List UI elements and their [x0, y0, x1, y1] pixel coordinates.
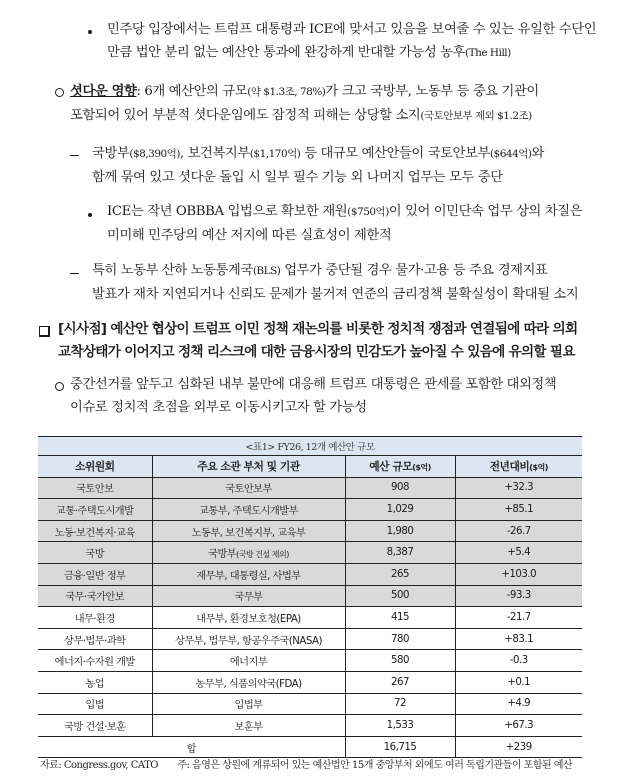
cell-subcommittee: 입법	[38, 693, 152, 715]
cell-budget: 500	[345, 585, 455, 607]
table-row	[38, 477, 582, 499]
cell-agencies: 상무부, 법무부, 항공우주국(NASA)	[152, 628, 345, 650]
table-row	[38, 607, 582, 629]
table-row	[38, 693, 582, 715]
cell-yoy: +5.4	[455, 542, 582, 564]
cell-budget: 908	[345, 477, 455, 499]
cell-yoy: +32.3	[455, 477, 582, 499]
section-heading: 셧다운 영향	[70, 84, 137, 99]
cell-subcommittee: 국방	[38, 542, 152, 564]
table-body	[38, 477, 582, 736]
cell-budget: 780	[345, 628, 455, 650]
table-row	[38, 563, 582, 585]
circle-bullet-icon	[55, 382, 64, 391]
paragraph-bls-impact	[92, 259, 578, 306]
table-row	[38, 715, 582, 737]
cell-agencies: 국방부(국방 건설 제외)	[152, 542, 345, 564]
text-line: 특히 노동부 산하 노동통계국(BLS) 업무가 중단될 경우 물가·고용 등 주요 경제지표	[92, 263, 548, 278]
text-line: 중간선거를 앞두고 심화된 내부 불만에 대응해 트럼프 대통령은 관세를 포함한 대외정책	[70, 377, 557, 392]
cell-budget: 580	[345, 650, 455, 672]
cell-subcommittee: 금융·일반 정부	[38, 563, 152, 585]
cell-agencies: 교통부, 주택도시개발부	[152, 499, 345, 521]
cell-subcommittee: 국토안보	[38, 477, 152, 499]
cell-yoy: -0.3	[455, 650, 582, 672]
cell-yoy: +4.9	[455, 693, 582, 715]
cell-yoy: -93.3	[455, 585, 582, 607]
circle-bullet-icon	[55, 88, 64, 97]
cell-budget: 1,029	[345, 499, 455, 521]
cell-subcommittee: 노동·보건복지·교육	[38, 520, 152, 542]
bullet-dot-icon	[88, 213, 92, 217]
cell-yoy: +83.1	[455, 628, 582, 650]
table-total-row	[38, 736, 582, 758]
cell-yoy: +67.3	[455, 715, 582, 737]
cell-budget: 267	[345, 671, 455, 693]
table-header-row	[38, 456, 582, 478]
cell-subcommittee: 교통·주택도시개발	[38, 499, 152, 521]
cell-subcommittee: 에너지·수자원 개발	[38, 650, 152, 672]
text-line: [시사점] 예산안 협상이 트럼프 이민 정책 재논의를 비롯한 정치적 쟁점과 연결됨에 따라 의회	[58, 321, 578, 337]
text-line: 교착상태가 이어지고 정책 리스크에 대한 금융시장의 민감도가 높아질 수 있음에 유의할 필요	[58, 344, 575, 360]
text-line: 이슈로 정치적 초점을 외부로 이동시키고자 할 가능성	[70, 400, 367, 415]
cell-agencies: 내무부, 환경보호청(EPA)	[152, 607, 345, 629]
text-line: 만큼 법안 분리 없는 예산안 통과에 완강하게 반대할 가능성 농후(The Hill)	[107, 45, 511, 60]
cell-budget: 1,533	[345, 715, 455, 737]
cell-agencies: 농무부, 식품의약국(FDA)	[152, 671, 345, 693]
text-line: ICE는 작년 OBBBA 입법으로 확보한 재원($750억)이 있어 이민단속 업무 상의 차질은	[107, 204, 583, 219]
cell-agencies: 국토안보부	[152, 477, 345, 499]
cell-yoy: +103.0	[455, 563, 582, 585]
total-budget: 16,715	[345, 736, 455, 758]
table-caption-row	[38, 437, 582, 456]
cell-budget: 1,980	[345, 520, 455, 542]
cell-subcommittee: 내무·환경	[38, 607, 152, 629]
table-row	[38, 671, 582, 693]
dash-bullet-icon	[70, 155, 79, 156]
bullet-dot-icon	[88, 30, 92, 34]
table-row	[38, 650, 582, 672]
checkbox-square-bullet-icon	[39, 326, 50, 337]
text-line: 국방부($8,390억), 보건복지부($1,170억) 등 대규모 예산안들이 국토안보부($644억)와	[92, 146, 544, 161]
cell-subcommittee: 국무·국가안보	[38, 585, 152, 607]
cell-subcommittee: 농업	[38, 671, 152, 693]
table-caption: <표1> FY26, 12개 예산안 규모	[38, 437, 582, 456]
paragraph-implications	[58, 318, 577, 364]
cell-yoy: -21.7	[455, 607, 582, 629]
cell-yoy: -26.7	[455, 520, 582, 542]
table-row	[38, 542, 582, 564]
text-line: 민주당 입장에서는 트럼프 대통령과 ICE에 맞서고 있음을 보여줄 수 있는 유일한 수단인	[107, 22, 597, 37]
header-agencies: 주요 소관 부처 및 기관	[152, 456, 345, 478]
budget-table	[38, 436, 582, 758]
cell-agencies: 노동부, 보건복지부, 교육부	[152, 520, 345, 542]
source-note: 자료: Congress.gov, CATO	[40, 760, 158, 771]
paragraph-midterm-focus	[70, 373, 556, 419]
cell-subcommittee: 국방 건설·보훈	[38, 715, 152, 737]
header-subcommittee: 소위원회	[38, 456, 152, 478]
table-row	[38, 628, 582, 650]
cell-budget: 265	[345, 563, 455, 585]
header-budget: 예산 규모($억)	[345, 456, 455, 478]
paragraph-democrats-stance	[107, 18, 596, 65]
cell-agencies: 보훈부	[152, 715, 345, 737]
paragraph-ice-funding	[107, 200, 582, 247]
text-line: 발표가 재차 지연되거나 신뢰도 문제가 불거져 연준의 금리정책 불확실성이 확대될 소지	[92, 287, 579, 302]
text-line: 포함되어 있어 부분적 셧다운임에도 잠정적 피해는 상당할 소지(국토안보부 제외 $1.2조)	[70, 108, 532, 123]
cell-agencies: 국무부	[152, 585, 345, 607]
cell-budget: 8,387	[345, 542, 455, 564]
text-line: 셧다운 영향: 6개 예산안의 규모(약 $1.3조, 78%)가 크고 국방부, 노동부 등 중요 기관이	[70, 84, 539, 99]
cell-subcommittee: 상무·법무·과학	[38, 628, 152, 650]
total-label: 합	[38, 736, 345, 758]
cell-budget: 415	[345, 607, 455, 629]
header-yoy: 전년대비($억)	[455, 456, 582, 478]
text-line: 함께 묶여 있고 셧다운 돌입 시 일부 필수 기능 외 나머지 업무는 모두 중단	[92, 170, 503, 185]
paragraph-shutdown-impact	[70, 80, 539, 128]
cell-yoy: +85.1	[455, 499, 582, 521]
table-row	[38, 585, 582, 607]
table-row	[38, 520, 582, 542]
cell-yoy: +0.1	[455, 671, 582, 693]
cell-agencies: 입법부	[152, 693, 345, 715]
cell-agencies: 재무부, 대통령실, 사법부	[152, 563, 345, 585]
dash-bullet-icon	[70, 273, 79, 274]
cell-agencies: 에너지부	[152, 650, 345, 672]
total-yoy: +239	[455, 736, 582, 758]
table-footer	[40, 756, 572, 771]
cell-budget: 72	[345, 693, 455, 715]
text-line: 미미해 민주당의 예산 저지에 따른 실효성이 제한적	[107, 228, 392, 243]
footnote: 주: 음영은 상원에 계류되어 있는 예산법안 15개 중앙부처 외에도 여러 독립기관들이 포함된 예산	[177, 760, 573, 771]
paragraph-large-budgets	[92, 142, 544, 189]
table-row	[38, 499, 582, 521]
